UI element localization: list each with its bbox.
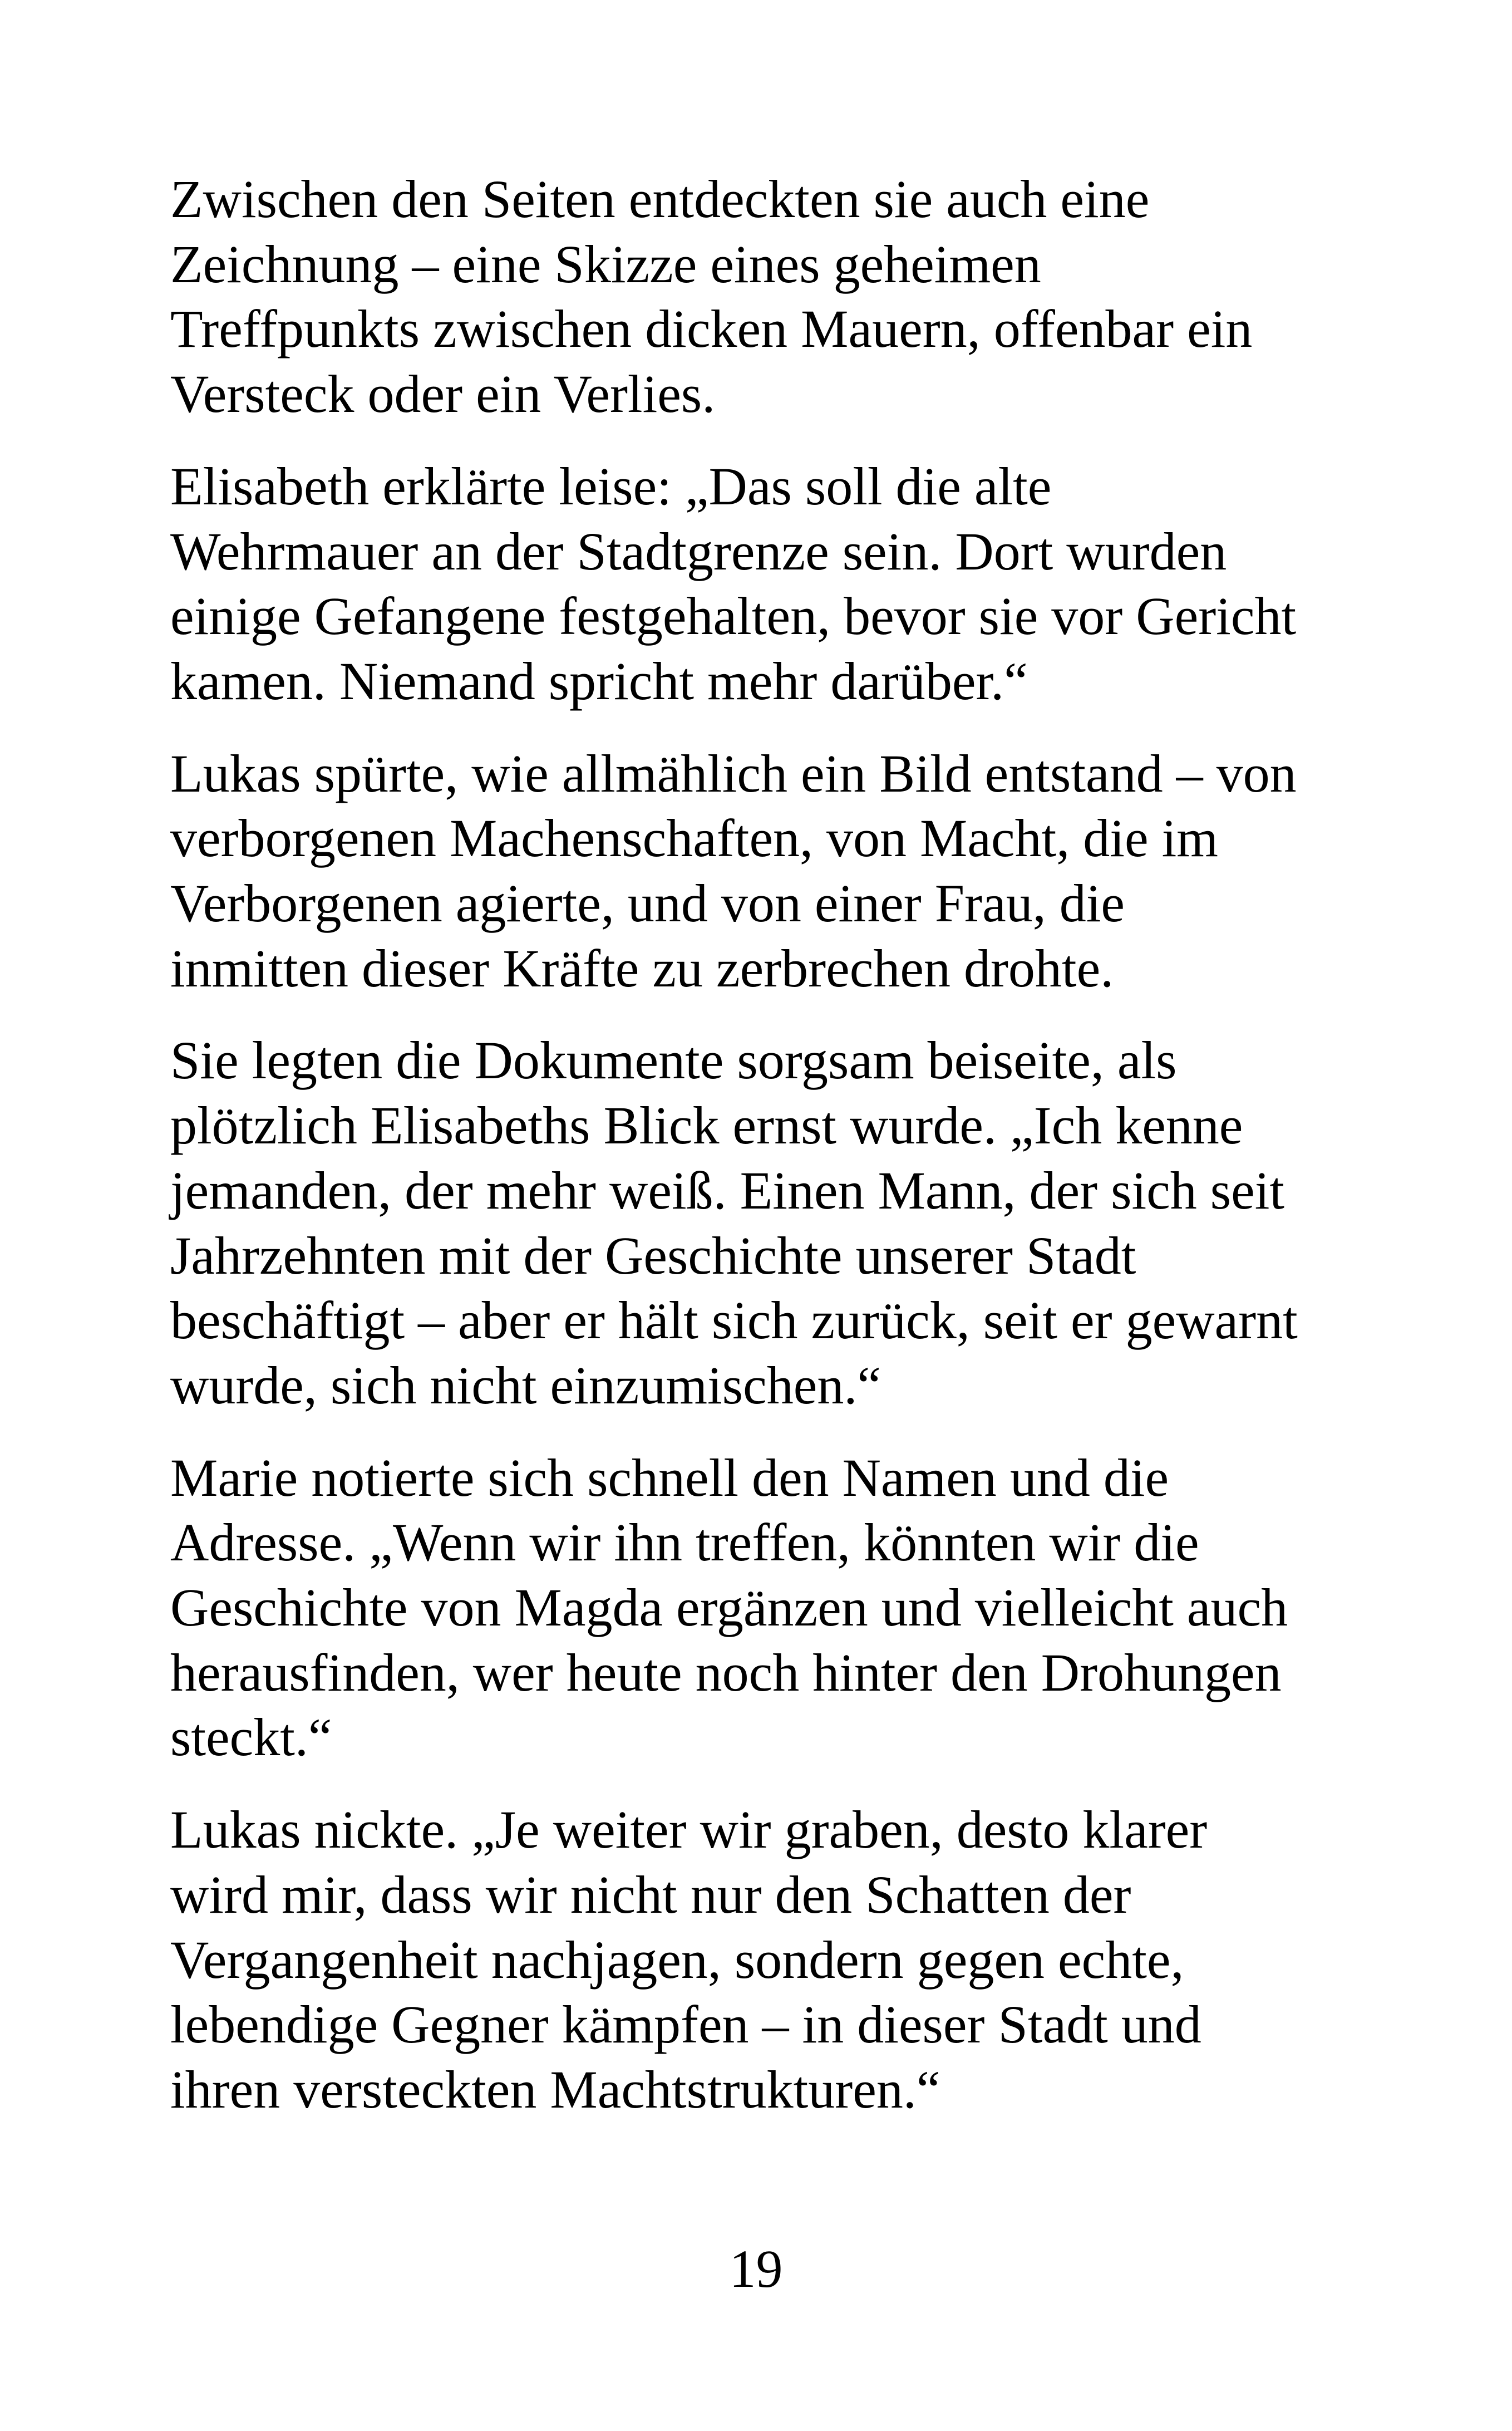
text-line: Zeichnung – eine Skizze eines geheimen [170, 234, 1041, 294]
text-line: Elisabeth erklärte leise: „Das soll die alte [170, 456, 1052, 516]
text-line: wurde, sich nicht einzumischen.“ [170, 1355, 881, 1415]
paragraph-3 [170, 741, 1372, 1001]
text-line: Lukas spürte, wie allmählich ein Bild entstand – von [170, 743, 1297, 803]
paragraph-6 [170, 1798, 1372, 2123]
text-line: Zwischen den Seiten entdeckten sie auch eine [170, 169, 1150, 229]
body-text [170, 167, 1372, 2150]
text-line: Marie notierte sich schnell den Namen und die [170, 1447, 1169, 1507]
text-line: Wehrmauer an der Stadtgrenze sein. Dort wurden [170, 521, 1227, 581]
text-line: lebendige Gegner kämpfen – in dieser Stadt und [170, 1995, 1201, 2055]
text-line: Adresse. „Wenn wir ihn treffen, könnten wir die [170, 1512, 1199, 1573]
text-line: Geschichte von Magda ergänzen und vielleicht auch [170, 1578, 1288, 1638]
text-line: Versteck oder ein Verlies. [170, 364, 716, 424]
text-line: inmitten dieser Kräfte zu zerbrechen drohte. [170, 938, 1114, 998]
text-line: jemanden, der mehr weiß. Einen Mann, der sich seit [170, 1160, 1285, 1220]
text-line: Vergangenheit nachjagen, sondern gegen echte, [170, 1929, 1184, 1990]
text-line: kamen. Niemand spricht mehr darüber.“ [170, 651, 1028, 711]
text-line: ihren versteckten Machtstrukturen.“ [170, 2059, 940, 2119]
text-line: herausfinden, wer heute noch hinter den Drohungen [170, 1642, 1282, 1702]
text-line: plötzlich Elisabeths Blick ernst wurde. „Ich kenne [170, 1096, 1243, 1156]
text-line: Lukas nickte. „Je weiter wir graben, desto klarer [170, 1800, 1208, 1860]
paragraph-4 [170, 1028, 1372, 1418]
text-line: wird mir, dass wir nicht nur den Schatten der [170, 1864, 1131, 1924]
paragraph-2 [170, 454, 1372, 714]
text-line: beschäftigt – aber er hält sich zurück, seit er gewarnt [170, 1290, 1298, 1350]
page-number: 19 [729, 2239, 783, 2299]
text-line: verborgenen Machenschaften, von Macht, die im [170, 808, 1218, 868]
text-line: steckt.“ [170, 1707, 332, 1767]
text-line: Verborgenen agierte, und von einer Frau, die [170, 873, 1125, 934]
text-line: Jahrzehnten mit der Geschichte unserer Stadt [170, 1225, 1136, 1285]
paragraph-1 [170, 167, 1372, 427]
text-line: Sie legten die Dokumente sorgsam beiseite, als [170, 1030, 1177, 1091]
text-line: Treffpunkts zwischen dicken Mauern, offenbar ein [170, 299, 1253, 359]
text-line: einige Gefangene festgehalten, bevor sie vor Gericht [170, 586, 1297, 646]
paragraph-5 [170, 1446, 1372, 1771]
